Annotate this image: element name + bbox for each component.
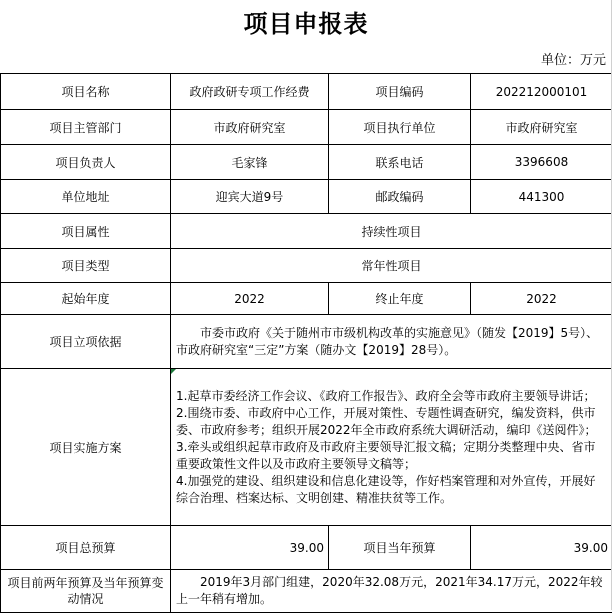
total-budget-value[interactable]: 39.00	[171, 526, 329, 570]
row-project-name	[1, 74, 612, 110]
cell-comment-marker	[171, 369, 176, 374]
row-basis	[1, 315, 612, 369]
postcode-value[interactable]: 441300	[471, 180, 612, 214]
document-title: 项目申报表	[0, 0, 612, 48]
current-budget-label: 项目当年预算	[329, 526, 471, 570]
attribute-value[interactable]: 持续性项目	[171, 214, 612, 249]
project-name-label: 项目名称	[1, 74, 171, 110]
postcode-label: 邮政编码	[329, 180, 471, 214]
current-budget-value[interactable]: 39.00	[471, 526, 612, 570]
row-plan	[1, 369, 612, 526]
dept-label: 项目主管部门	[1, 110, 171, 145]
address-value[interactable]: 迎宾大道9号	[171, 180, 329, 214]
row-leader	[1, 145, 612, 180]
plan-value[interactable]	[171, 369, 612, 526]
start-year-value[interactable]: 2022	[171, 283, 329, 315]
end-year-value[interactable]: 2022	[471, 283, 612, 315]
leader-value[interactable]: 毛家锋	[171, 145, 329, 180]
row-department	[1, 110, 612, 145]
project-name-value[interactable]: 政府政研专项工作经费	[171, 74, 329, 110]
total-budget-label: 项目总预算	[1, 526, 171, 570]
project-code-value[interactable]: 202212000101	[471, 74, 612, 110]
address-label: 单位地址	[1, 180, 171, 214]
phone-value[interactable]: 3396608	[471, 145, 612, 180]
attribute-label: 项目属性	[1, 214, 171, 249]
row-budget-change	[1, 570, 612, 613]
budget-change-label: 项目前两年预算及当年预算变动情况	[1, 570, 171, 613]
start-year-label: 起始年度	[1, 283, 171, 315]
basis-value[interactable]: 市委市政府《关于随州市市级机构改革的实施意见》（随发【2019】5号）、市政府研究室“三定”方案（随办文【2019】28号）。	[171, 315, 612, 369]
plan-line-4: 4.加强党的建设、组织建设和信息化建设等，作好档案管理和对外宣传，开展好综合治理、档案达标、文明创建、精准扶贫等工作。	[176, 473, 607, 507]
row-attribute	[1, 214, 612, 249]
row-type	[1, 249, 612, 283]
end-year-label: 终止年度	[329, 283, 471, 315]
type-label: 项目类型	[1, 249, 171, 283]
plan-line-3: 3.牵头或组织起草市政府及市政府主要领导汇报文稿；定期分类整理中央、省市重要政策性文件以及市政府主要领导文稿等；	[176, 439, 607, 473]
plan-line-2: 2.围绕市委、市政府中心工作，开展对策性、专题性调查研究，编发资料，供市委、市政府参考；组织开展2022年全市政府系统大调研活动，编印《送阅件》；	[176, 405, 607, 439]
exec-unit-label: 项目执行单位	[329, 110, 471, 145]
leader-label: 项目负责人	[1, 145, 171, 180]
exec-unit-value[interactable]: 市政府研究室	[471, 110, 612, 145]
type-value[interactable]: 常年性项目	[171, 249, 612, 283]
basis-label: 项目立项依据	[1, 315, 171, 369]
plan-label: 项目实施方案	[1, 369, 171, 526]
phone-label: 联系电话	[329, 145, 471, 180]
project-code-label: 项目编码	[329, 74, 471, 110]
dept-value[interactable]: 市政府研究室	[171, 110, 329, 145]
unit-label: 单位：万元	[541, 52, 606, 70]
row-years	[1, 283, 612, 315]
budget-change-value[interactable]: 2019年3月部门组建，2020年32.08万元，2021年34.17万元，2022年较上一年稍有增加。	[171, 570, 612, 613]
plan-line-1: 1.起草市委经济工作会议、《政府工作报告》、政府全会等市政府主要领导讲话；	[176, 388, 607, 405]
project-application-table	[0, 73, 612, 613]
row-address	[1, 180, 612, 214]
row-budget	[1, 526, 612, 570]
